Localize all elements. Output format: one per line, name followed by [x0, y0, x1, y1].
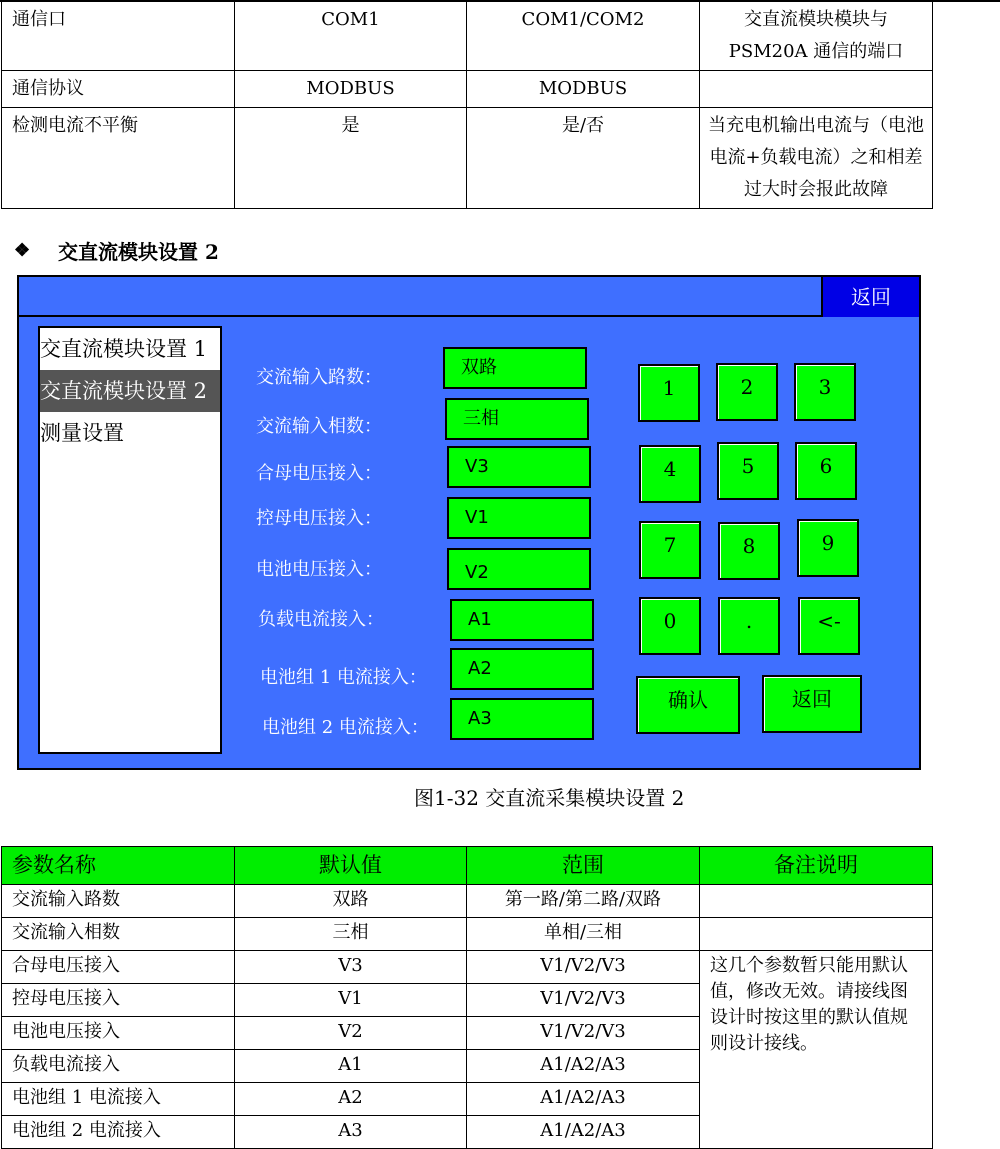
keypad-key-7[interactable]: 7	[639, 521, 701, 579]
keypad-key-8[interactable]: 8	[718, 522, 780, 580]
menu-item-ac-dc-2[interactable]: 交直流模块设置 2	[40, 370, 220, 412]
table-cell: 合母电压接入	[2, 951, 235, 984]
table-cell: 是/否	[467, 108, 700, 209]
figure-caption: 图1-32 交直流采集模块设置 2	[414, 786, 685, 810]
table-row	[2, 2, 933, 71]
table-row	[2, 918, 933, 951]
table-cell: A1	[235, 1050, 467, 1083]
value-ac-input-phases[interactable]: 三相	[445, 398, 589, 440]
table-cell: V1/V2/V3	[467, 984, 700, 1017]
table-cell: 交流输入相数	[2, 918, 235, 951]
parameter-table-lower	[1, 846, 933, 1149]
header-back-button[interactable]: 返回	[821, 277, 919, 317]
table-cell: 通信协议	[2, 71, 235, 108]
field-label-ac-input-phases: 交流输入相数：	[256, 416, 382, 437]
screen-header	[19, 277, 919, 317]
field-label-ac-input-routes: 交流输入路数：	[256, 367, 382, 388]
header-cell-default: 默认值	[235, 847, 467, 885]
table-cell: 检测电流不平衡	[2, 108, 235, 209]
header-cell-range: 范围	[467, 847, 700, 885]
table-cell: 电池电压接入	[2, 1017, 235, 1050]
table-cell: COM1/COM2	[467, 2, 700, 71]
field-label-battery-voltage: 电池电压接入：	[256, 559, 382, 580]
table-cell: 控母电压接入	[2, 984, 235, 1017]
table-cell: V1/V2/V3	[467, 1017, 700, 1050]
field-label-battery-2-current: 电池组 2 电流接入：	[262, 717, 429, 738]
table-cell: 通信口	[2, 2, 235, 71]
table-cell: V3	[235, 951, 467, 984]
field-label-battery-1-current: 电池组 1 电流接入：	[260, 667, 427, 688]
menu-item-ac-dc-1[interactable]: 交直流模块设置 1	[40, 337, 208, 361]
table-cell: 当充电机输出电流与（电池电流+负载电流）之和相差过大时会报此故障	[700, 108, 933, 209]
keypad-key-2[interactable]: 2	[716, 363, 778, 421]
settings-menu	[38, 326, 222, 754]
header-cell-note: 备注说明	[700, 847, 933, 885]
keypad-key-3[interactable]: 3	[794, 363, 856, 421]
header-cell-param-name: 参数名称	[2, 847, 235, 885]
table-cell: A1/A2/A3	[467, 1050, 700, 1083]
confirm-button[interactable]: 确认	[636, 676, 740, 734]
table-cell: 电池组 1 电流接入	[2, 1083, 235, 1116]
table-cell: 单相/三相	[467, 918, 700, 951]
table-cell: A1/A2/A3	[467, 1083, 700, 1116]
field-label-control-bus-voltage: 控母电压接入：	[256, 508, 382, 529]
table-cell: 三相	[235, 918, 467, 951]
table-cell	[700, 918, 933, 951]
table-cell: V2	[235, 1017, 467, 1050]
table-cell: 第一路/第二路/双路	[467, 885, 700, 918]
table-cell: V1	[235, 984, 467, 1017]
value-battery-2-current[interactable]: A3	[450, 698, 594, 740]
table-cell: V1/V2/V3	[467, 951, 700, 984]
table-cell	[700, 71, 933, 108]
hmi-screen	[17, 275, 921, 770]
table-cell: 是	[235, 108, 467, 209]
value-battery-1-current[interactable]: A2	[450, 648, 594, 690]
menu-item-measurement[interactable]: 测量设置	[40, 421, 124, 445]
table-cell: 交直流模块模块与PSM20A 通信的端口	[700, 2, 933, 71]
value-closing-bus-voltage[interactable]: V3	[447, 446, 591, 488]
field-label-closing-bus-voltage: 合母电压接入：	[256, 463, 382, 484]
section-title: 交直流模块设置 2	[58, 240, 219, 264]
keypad-key-9[interactable]: 9	[797, 519, 859, 577]
section-heading	[14, 236, 219, 265]
table-note-cell: 这几个参数暂只能用默认值，修改无效。请接线图设计时按这里的默认值规则设计接线。	[700, 951, 933, 1149]
value-battery-voltage[interactable]: V2	[447, 548, 591, 590]
parameter-table-upper	[1, 1, 933, 209]
table-cell: 电池组 2 电流接入	[2, 1116, 235, 1149]
table-cell: A1/A2/A3	[467, 1116, 700, 1149]
value-control-bus-voltage[interactable]: V1	[447, 497, 591, 539]
table-cell: A2	[235, 1083, 467, 1116]
table-cell: MODBUS	[467, 71, 700, 108]
table-cell: 双路	[235, 885, 467, 918]
keypad-key-4[interactable]: 4	[639, 445, 701, 503]
diamond-bullet-icon: ❖	[14, 240, 31, 261]
return-button[interactable]: 返回	[762, 675, 862, 733]
keypad-key-1[interactable]: 1	[638, 364, 700, 422]
table-cell	[700, 885, 933, 918]
keypad-key-dot[interactable]: .	[718, 597, 780, 655]
field-label-load-current: 负载电流接入：	[258, 609, 384, 630]
table-row	[2, 885, 933, 918]
value-ac-input-routes[interactable]: 双路	[443, 347, 587, 389]
table-cell: 负载电流接入	[2, 1050, 235, 1083]
table-cell: COM1	[235, 2, 467, 71]
table-row	[2, 71, 933, 108]
table-cell: MODBUS	[235, 71, 467, 108]
value-load-current[interactable]: A1	[450, 599, 594, 641]
keypad-key-5[interactable]: 5	[717, 442, 779, 500]
keypad-backspace-button[interactable]: <-	[798, 597, 860, 655]
keypad-key-0[interactable]: 0	[639, 597, 701, 655]
table-cell: 交流输入路数	[2, 885, 235, 918]
table-row	[2, 108, 933, 209]
table-cell: A3	[235, 1116, 467, 1149]
keypad-key-6[interactable]: 6	[795, 442, 857, 500]
table-header-row	[2, 847, 933, 885]
table-row	[2, 951, 933, 984]
